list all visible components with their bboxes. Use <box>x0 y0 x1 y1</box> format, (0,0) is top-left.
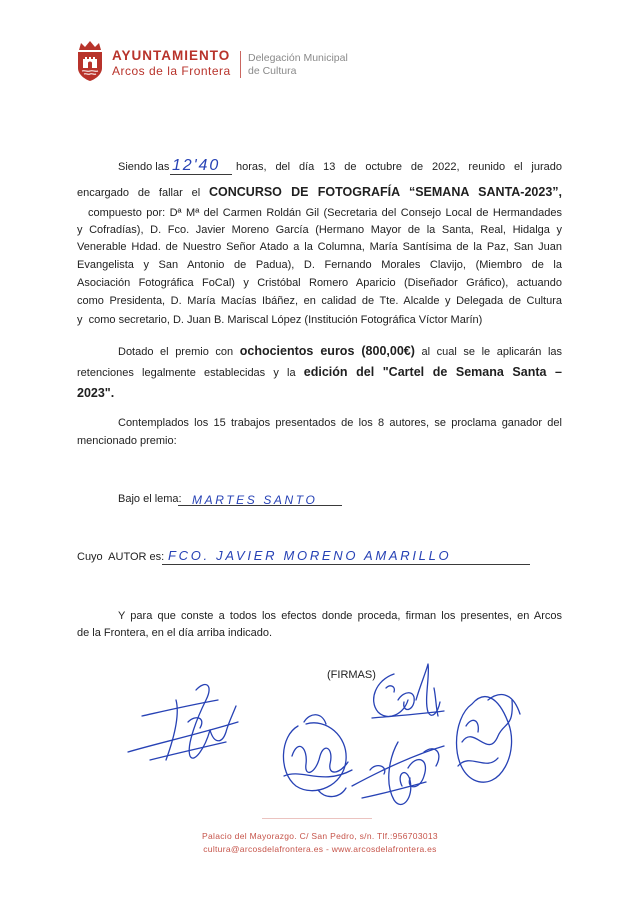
footer-divider <box>262 818 372 819</box>
department-line-2: de Cultura <box>248 65 297 77</box>
prize-line-1 <box>118 344 562 358</box>
prize-line-1-end: al cual se le aplicarán las <box>421 346 563 358</box>
motto-handwritten: MARTES SANTO <box>192 493 318 507</box>
signature-1 <box>128 685 238 760</box>
letterhead-divider <box>240 51 241 78</box>
signature-5 <box>457 695 521 783</box>
poster-edition: edición del "Cartel de Semana Santa – <box>303 365 562 379</box>
prize-line-3 <box>77 386 114 400</box>
act-line-9: y como secretario, D. Juan B. Mariscal López (Institución Fotográfica Víctor Marín) <box>77 314 483 326</box>
prize-line-2 <box>77 365 562 379</box>
prize-amount: ochocientos euros (800,00€) <box>239 344 415 358</box>
act-line-1-suffix: horas, del día 13 de octubre de 2022, reunido el jurado <box>236 161 562 173</box>
closing-line-1: Y para que conste a todos los efectos donde proceda, firman los presentes, en Arcos <box>118 610 562 622</box>
act-line-2-text: encargado de fallar el <box>77 187 201 199</box>
contest-name: CONCURSO DE FOTOGRAFÍA “SEMANA SANTA-2023”, <box>208 185 562 199</box>
signature-3 <box>372 664 444 718</box>
act-line-4: y Cofradías), D. Fco. Javier Moreno García (Hermano Mayor de la Santa, Real, Hidalga y <box>77 224 562 236</box>
poster-edition-year: 2023". <box>77 386 115 400</box>
motto-label: Bajo el lema: <box>118 493 182 505</box>
prize-line-2-start: retenciones legalmente establecidas y la <box>77 367 296 379</box>
author-underline <box>162 564 530 565</box>
org-town: Arcos de la Frontera <box>112 64 231 78</box>
act-line-5: Venerable Hdad. de Nuestro Señor Atado a la Columna, María Santísima de la Paz, San Juan <box>77 241 562 253</box>
coat-of-arms-icon <box>77 41 103 82</box>
footer-contact: cultura@arcosdelafrontera.es - www.arcosdelafrontera.es <box>203 844 437 854</box>
closing-line-2: de la Frontera, en el día arriba indicado. <box>77 627 273 639</box>
footer-address: Palacio del Mayorazgo. C/ San Pedro, s/n. Tlf.:956703013 <box>202 831 438 841</box>
act-line-6: Evangelista y San Antonio de Padua), D. Fernando Morales Clavijo, (Miembro de la <box>77 259 562 271</box>
signature-2 <box>283 715 352 797</box>
org-name: AYUNTAMIENTO <box>112 48 231 63</box>
time-handwritten: 12'40 <box>172 157 221 174</box>
act-line-7: Asociación Fotográfica FoCal) y Cristóbal Romero Aparicio (Diseñador Gráfico), actuando <box>77 277 562 289</box>
department-line-1: Delegación Municipal <box>248 52 348 64</box>
signature-4 <box>352 742 444 804</box>
act-line-8: como Presidenta, D. María Macías Ibáñez, en calidad de Tte. Alcalde y Delegada de Cultura <box>77 295 562 307</box>
act-line-2 <box>77 185 562 199</box>
signatures-heading: (FIRMAS) <box>327 669 376 681</box>
act-line-3: compuesto por: Dª Mª del Carmen Roldán Gil (Secretaria del Consejo Local de Hermandades <box>88 207 562 219</box>
verdict-line-2: mencionado premio: <box>77 435 177 447</box>
prize-line-1-start: Dotado el premio con <box>118 346 234 358</box>
author-handwritten: FCO. JAVIER MORENO AMARILLO <box>168 548 452 563</box>
act-line-1-prefix: Siendo las <box>118 161 170 173</box>
author-label: Cuyo AUTOR es: <box>77 551 165 563</box>
verdict-line-1: Contemplados los 15 trabajos presentados de los 8 autores, se proclama ganador del <box>118 417 562 429</box>
